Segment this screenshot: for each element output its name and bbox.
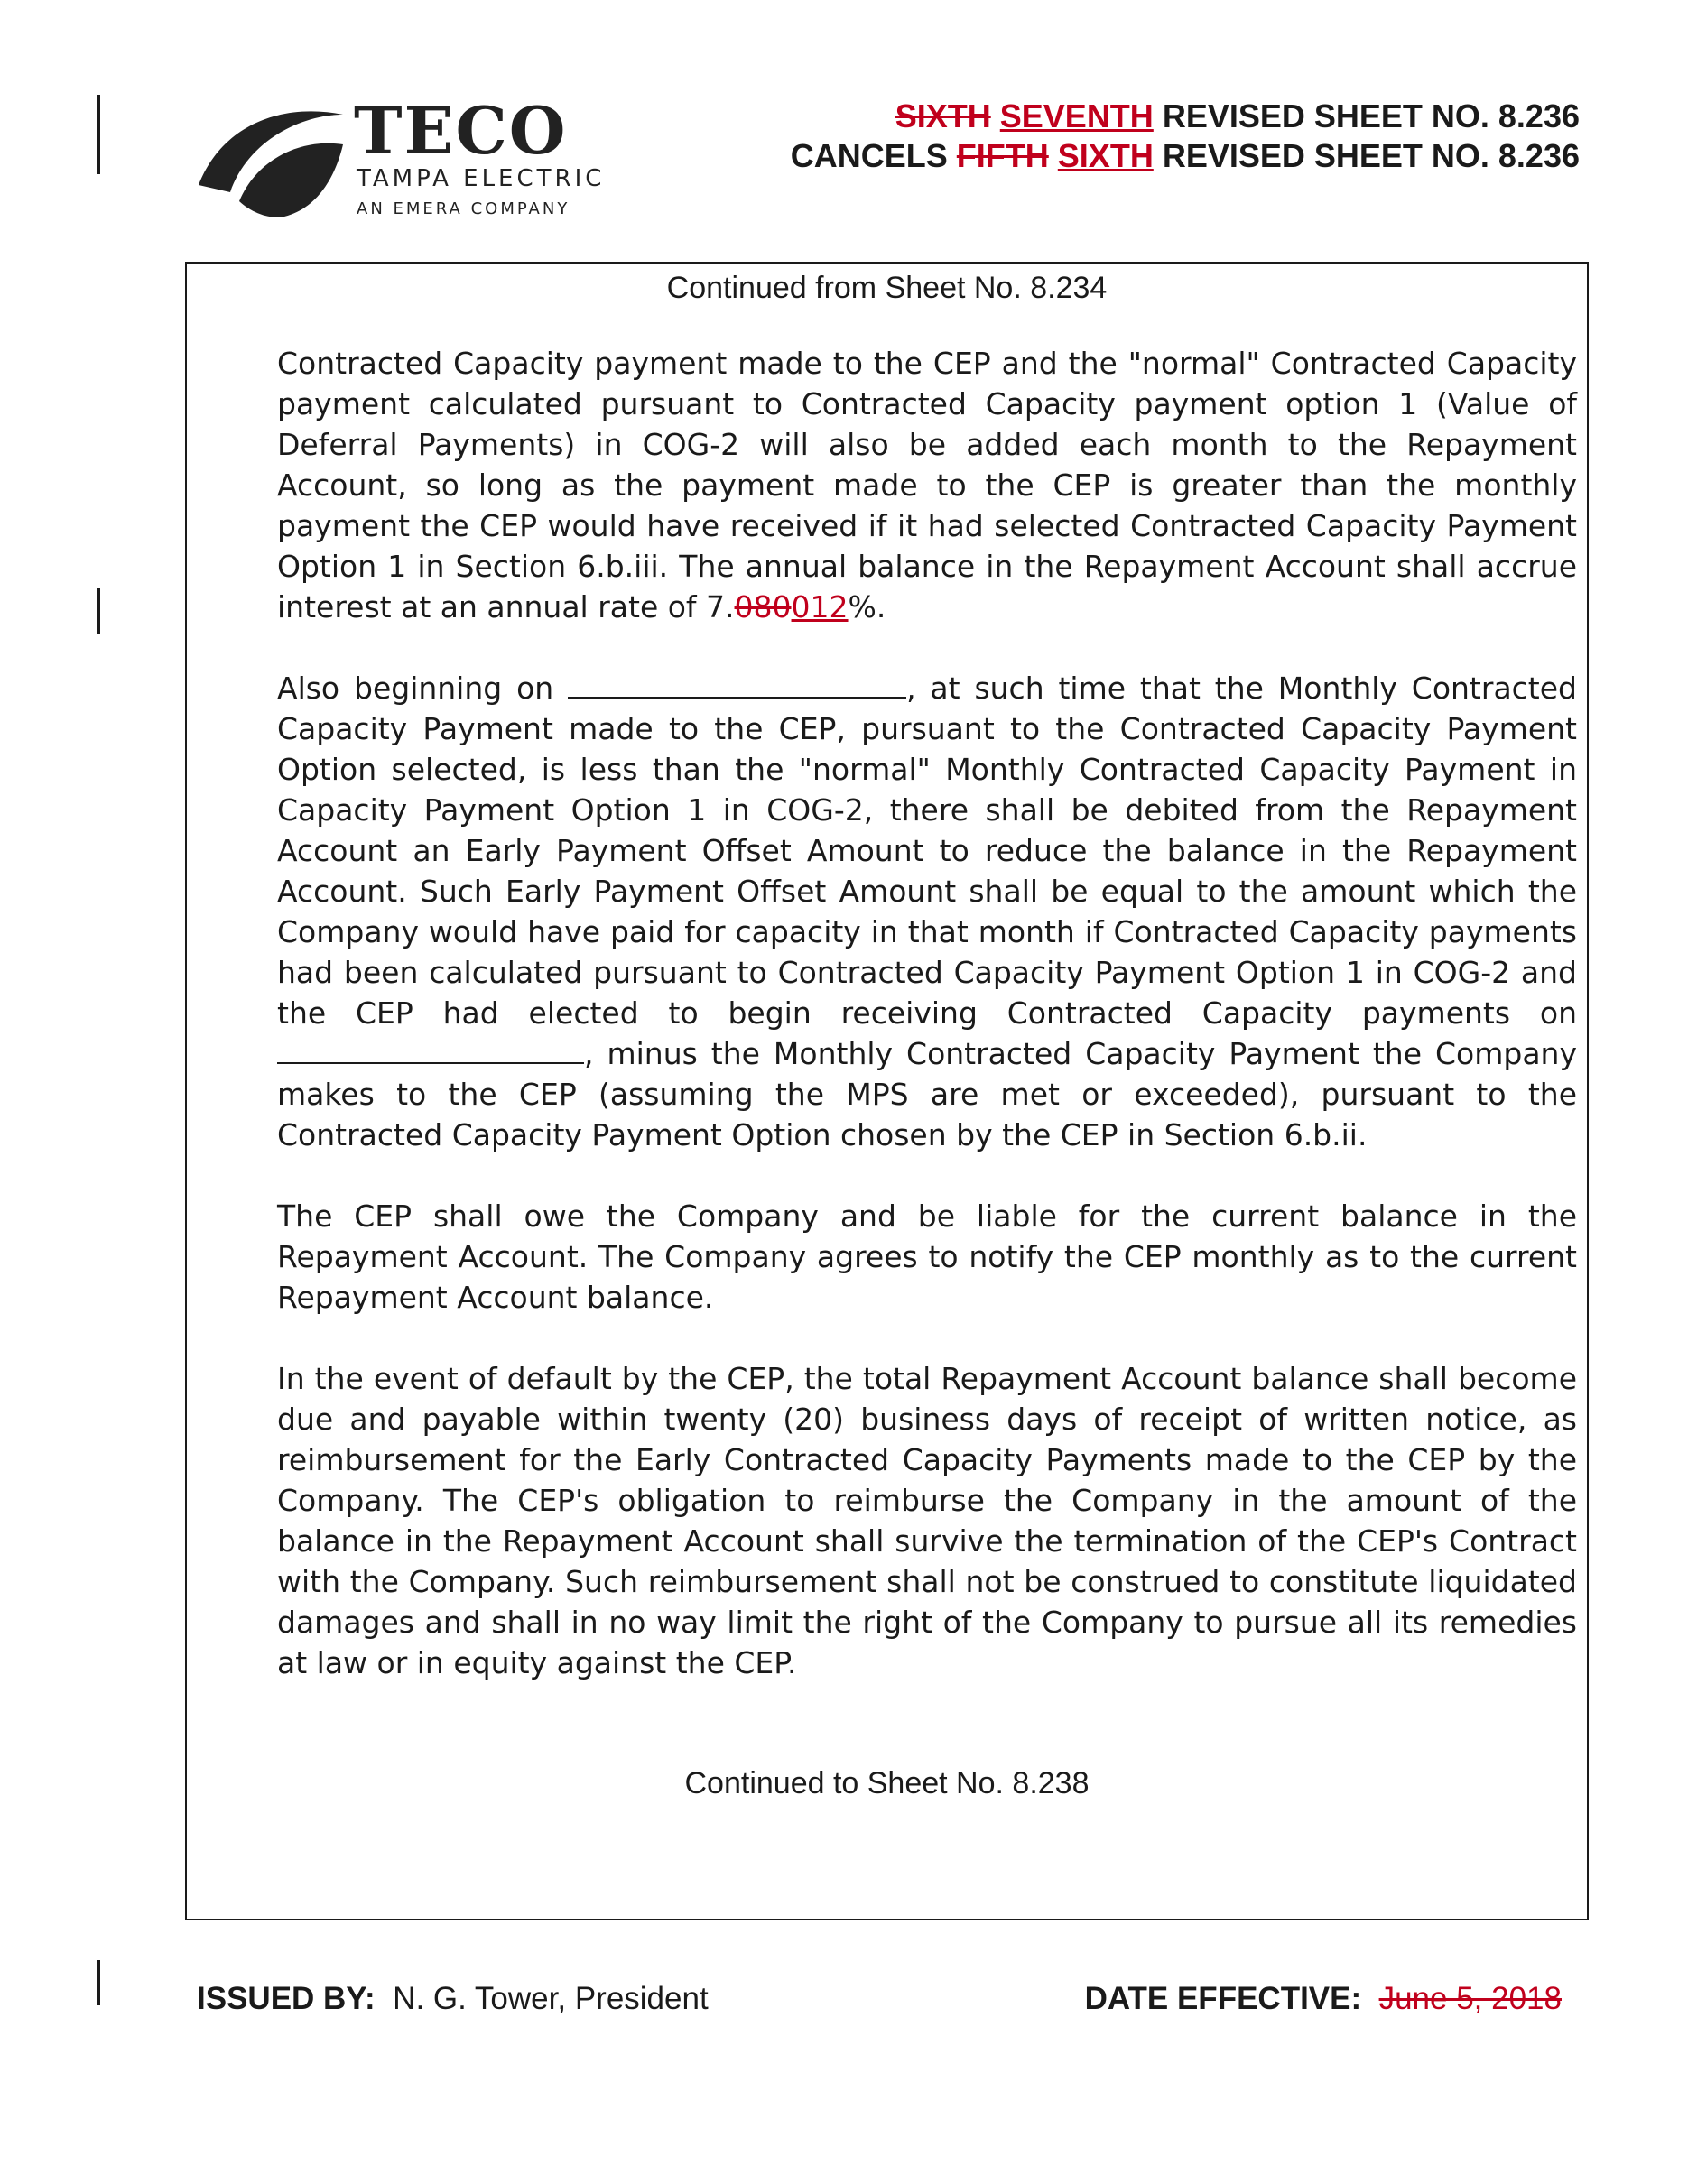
sheet-header-line1: [791, 97, 1580, 136]
logo-subtitle: TAMPA ELECTRIC: [357, 165, 606, 192]
sheet-body: [277, 343, 1577, 1724]
cancelled-sheet-number: REVISED SHEET NO. 8.236: [1162, 137, 1580, 174]
continued-from: Continued from Sheet No. 8.234: [666, 271, 1108, 305]
offset-text-start: Also beginning on: [277, 671, 569, 706]
offset-text-middle: , at such time that the Monthly Contracted Capacity Payment made to the CEP, pursuant to the Contracted Capacity Payment Option selected, is less than the "normal" Monthly Contracted Capacity Payment in Capacity Payment Option 1 in COG-2, there shall be debited from the Repayment Account an Early Payment Offset Amount to reduce the balance in the Repayment Account. Such Early Payment Offset Amount shall be equal to the amount which the Company would have paid for capacity in that month if Contracted Capacity payments had been calculated pursuant to Contracted Capacity Payment Option 1 in COG-2 and the CEP had elected to begin receiving Contracted Capacity payments on: [277, 671, 1577, 1031]
deleted-effective-date: June 5, 2018: [1378, 1981, 1562, 2016]
teco-swoosh-icon: [194, 95, 348, 221]
inserted-cancelled-revision: SIXTH: [1057, 137, 1154, 174]
continued-to: Continued to Sheet No. 8.238: [684, 1766, 1090, 1800]
paragraph-default: In the event of default by the CEP, the total Repayment Account balance shall become due and payable within twenty (20) business days of receipt of written notice, as reimbursement for the Early Contracted Capacity Payments made to the CEP by the Company. The CEP's obligation to reimburse the Company in the amount of the balance in the Repayment Account shall survive the termination of the CEP's Contract with the Company. Such reimbursement shall not be construed to constitute liquidated damages and shall in no way limit the right of the Company to pursue all its remedies at law or in equity against the CEP.: [277, 1361, 1577, 1680]
logo-wordmark: TECO: [354, 92, 568, 169]
change-bar-header: [97, 95, 100, 174]
interest-rate-suffix: %.: [848, 589, 886, 625]
issued-by-label: ISSUED BY:: [197, 1981, 376, 2016]
teco-logo: [194, 92, 663, 221]
inserted-interest-rate: 012: [791, 589, 849, 625]
deleted-cancelled-revision: FIFTH: [956, 137, 1049, 174]
deleted-revision: SIXTH: [895, 97, 991, 134]
deleted-interest-rate: 080: [734, 589, 792, 625]
paragraph-repayment-account-text: Contracted Capacity payment made to the CEP and the "normal" Contracted Capacity payment calculated pursuant to Contracted Capacity payment option 1 (Value of Deferral Payments) in COG-2 will also be added each month to the Repayment Account, so long as the payment made to the CEP is greater than the monthly payment the CEP would have received if it had selected Contracted Capacity Payment Option 1 in Section 6.b.iii. The annual balance in the Repayment Account shall accrue interest at an annual rate of 7.: [277, 346, 1577, 625]
offset-text-end: , minus the Monthly Contracted Capacity Payment the Company makes to the CEP (assuming the MPS are met or exceeded), pursuant to the Contracted Capacity Payment Option chosen by the CEP in Section 6.b.ii.: [277, 1036, 1577, 1152]
date-effective: [1085, 1981, 1562, 2017]
change-bar-footer: [97, 1960, 100, 2005]
paragraph-cep-liability: The CEP shall owe the Company and be liable for the current balance in the Repayment Account. The Company agrees to notify the CEP monthly as to the current Repayment Account balance.: [277, 1198, 1577, 1315]
blank-date-field-1[interactable]: [568, 670, 906, 699]
cancels-label: CANCELS: [790, 137, 948, 174]
change-bar-interest-rate: [97, 588, 100, 634]
paragraph-repayment-account: [277, 343, 1577, 627]
paragraph-early-payment-offset: [277, 668, 1577, 1155]
issued-by-value: N. G. Tower, President: [393, 1981, 709, 2016]
sheet-number: REVISED SHEET NO. 8.236: [1162, 97, 1580, 134]
date-effective-label: DATE EFFECTIVE:: [1084, 1981, 1362, 2016]
issued-by: [197, 1981, 709, 2017]
sheet-header-line2: [791, 136, 1580, 176]
inserted-revision: SEVENTH: [999, 97, 1154, 134]
blank-date-field-2[interactable]: [277, 1035, 584, 1064]
sheet-header: [791, 97, 1580, 176]
tariff-sheet-frame: [185, 262, 1589, 1920]
logo-tagline: AN EMERA COMPANY: [357, 199, 570, 218]
